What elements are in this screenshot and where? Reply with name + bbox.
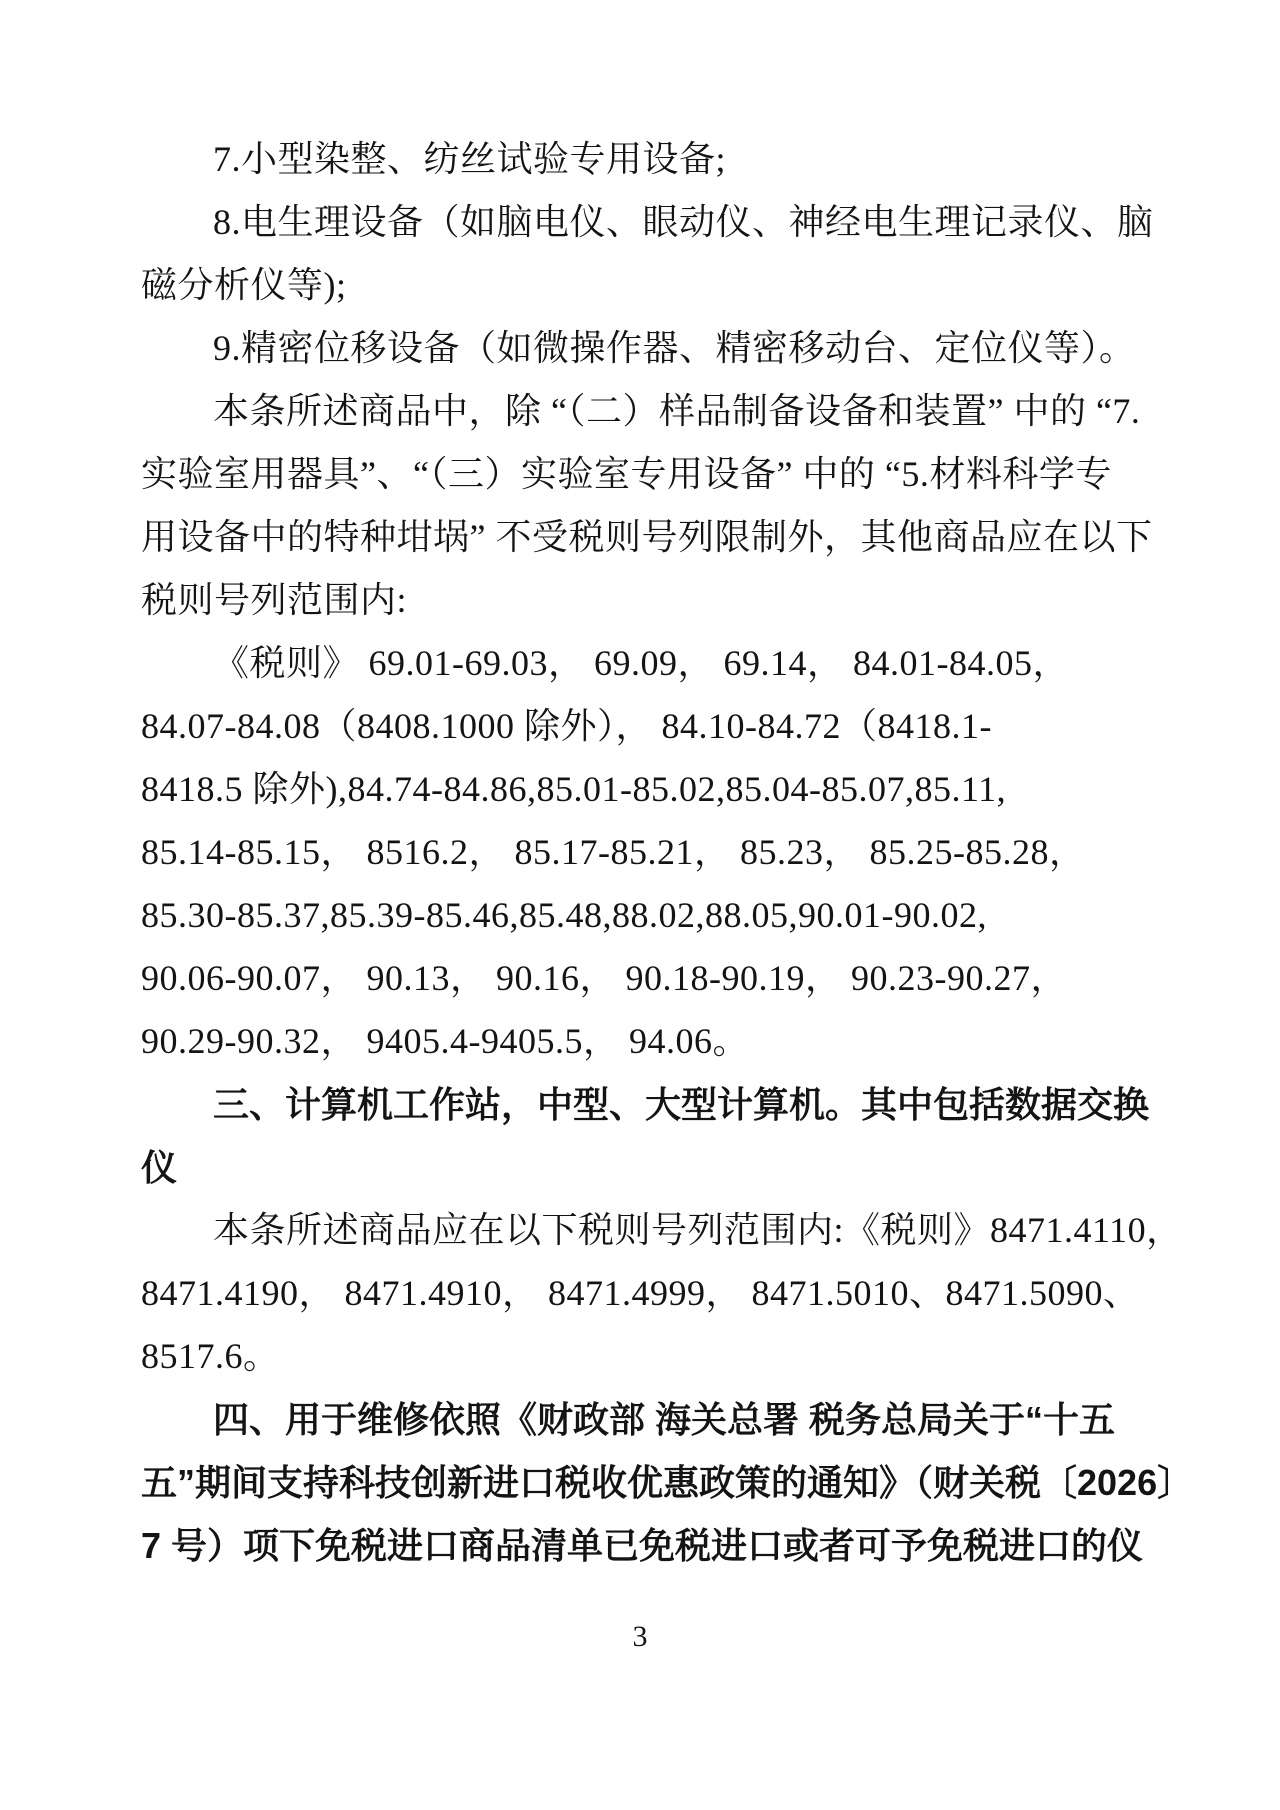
list-item-7: 7.小型染整、纺丝试验专用设备; bbox=[213, 139, 727, 179]
section-3-heading-line-1: 三、计算机工作站，中型、大型计算机。其中包括数据交换 bbox=[213, 1084, 1150, 1125]
tariff-codes-line-6: 90.06-90.07， 90.13， 90.16， 90.18-90.19， 90.23-90.27， bbox=[141, 958, 1067, 998]
tariff-scope-paragraph-line-3: 用设备中的特种坩埚” 不受税则号列限制外，其他商品应在以下 bbox=[141, 517, 1153, 557]
list-item-8-line-1: 8.电生理设备（如脑电仪、眼动仪、神经电生理记录仪、脑 bbox=[213, 202, 1154, 242]
tariff-scope-paragraph-line-2: 实验室用器具”、“（三）实验室专用设备” 中的 “5.材料科学专 bbox=[141, 454, 1112, 494]
section-4-heading-line-1: 四、用于维修依照《财政部 海关总署 税务总局关于“十五 bbox=[213, 1399, 1116, 1440]
section-3-heading-line-2: 仪 bbox=[141, 1147, 178, 1188]
section-3-body-line-2: 8471.4190， 8471.4910， 8471.4999， 8471.5010、8471.5090、 bbox=[141, 1273, 1140, 1313]
tariff-codes-line-1: 《税则》 69.01-69.03， 69.09， 69.14， 84.01-84.05， bbox=[213, 643, 1069, 683]
list-item-9: 9.精密位移设备（如微操作器、精密移动台、定位仪等）。 bbox=[213, 328, 1136, 368]
section-4-heading-line-2: 五”期间支持科技创新进口税收优惠政策的通知》（财关税〔2026〕 bbox=[141, 1462, 1194, 1503]
tariff-codes-line-4: 85.14-85.15， 8516.2， 85.17-85.21， 85.23， 85.25-85.28， bbox=[141, 832, 1086, 872]
tariff-scope-paragraph-line-4: 税则号列范围内: bbox=[141, 580, 408, 620]
document-body bbox=[141, 128, 1194, 1577]
tariff-codes-line-7: 90.29-90.32， 9405.4-9405.5， 94.06。 bbox=[141, 1021, 749, 1061]
section-4-heading-line-3: 7 号）项下免税进口商品清单已免税进口或者可予免税进口的仪 bbox=[141, 1525, 1144, 1566]
list-item-8-line-2: 磁分析仪等); bbox=[141, 265, 347, 305]
section-3-body-line-1: 本条所述商品应在以下税则号列范围内:《税则》8471.4110， bbox=[213, 1210, 1183, 1250]
page-number: 3 bbox=[632, 1620, 648, 1653]
tariff-codes-line-2: 84.07-84.08（8408.1000 除外）， 84.10-84.72（8418.1- bbox=[141, 706, 992, 746]
section-3-body-line-3: 8517.6。 bbox=[141, 1336, 280, 1376]
tariff-codes-line-3: 8418.5 除外),84.74-84.86,85.01-85.02,85.04-85.07,85.11, bbox=[141, 769, 1007, 809]
tariff-scope-paragraph-line-1: 本条所述商品中，除 “（二）样品制备设备和装置” 中的 “7. bbox=[213, 391, 1141, 431]
tariff-codes-line-5: 85.30-85.37,85.39-85.46,85.48,88.02,88.05,90.01-90.02, bbox=[141, 895, 987, 935]
